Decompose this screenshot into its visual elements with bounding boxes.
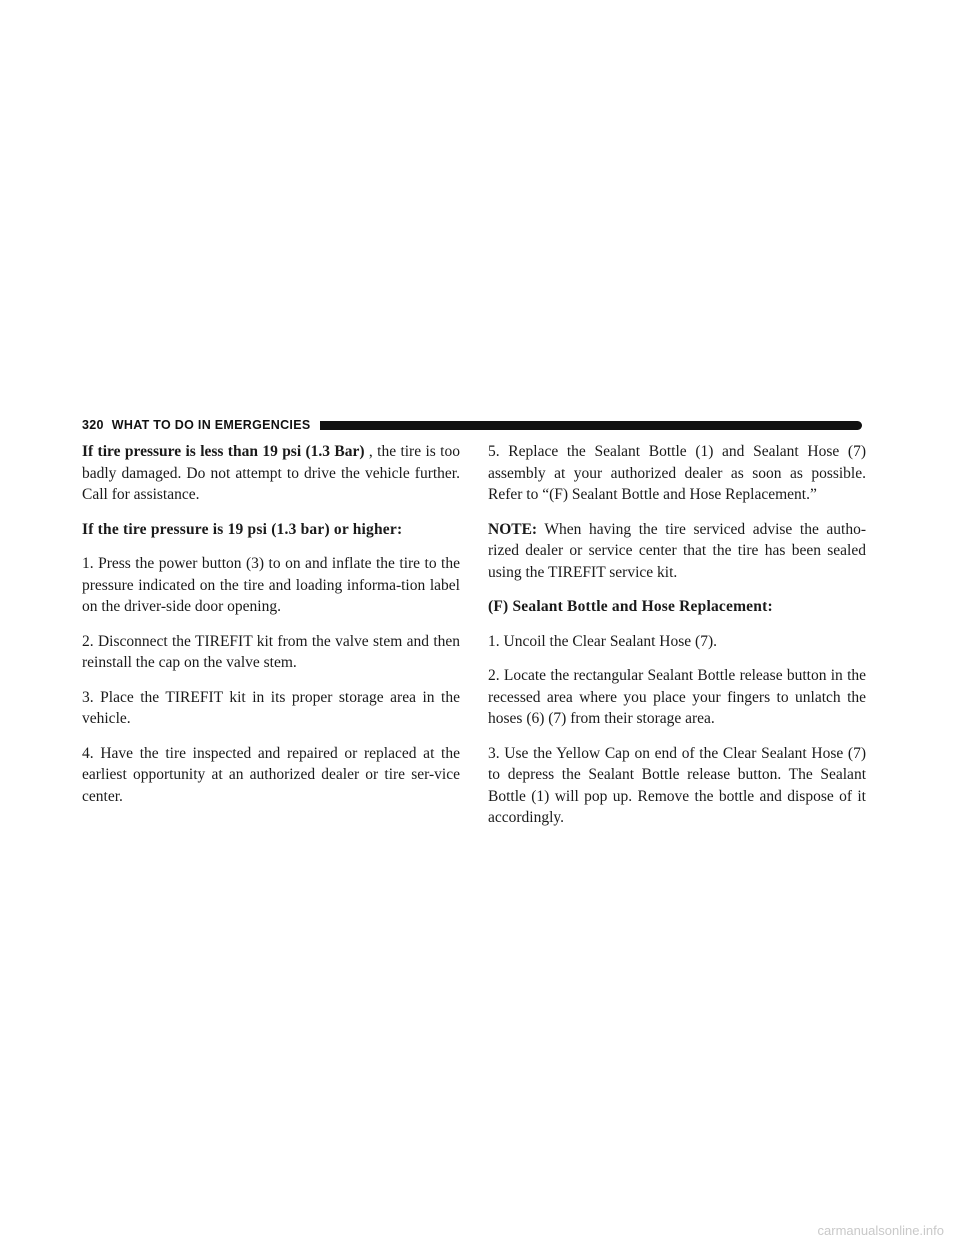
section-f-heading: (F) Sealant Bottle and Hose Replacement: bbox=[488, 598, 773, 615]
higher-pressure-heading: If the tire pressure is 19 psi (1.3 bar) or higher: bbox=[82, 520, 403, 538]
low-pressure-paragraph bbox=[82, 441, 460, 506]
low-pressure-lead: If tire pressure is less than 19 psi (1.3 Bar) bbox=[82, 443, 365, 460]
low-pressure-text: , the tire is too badly damaged. Do not attempt to drive the vehicle further. Call for assistance. bbox=[82, 443, 460, 503]
page-number: 320 bbox=[82, 418, 104, 432]
f-step-2: 2. Locate the rectangular Sealant Bottle release button in the recessed area where you place your fingers to unlatch the hoses (6) (7) from their storage area. bbox=[488, 667, 866, 727]
step-1: 1. Press the power button (3) to on and inflate the tire to the pressure indicated on the tire and loading informa-tion label on the driver-side door opening. bbox=[82, 555, 460, 615]
note-text: When having the tire serviced advise the autho-rized dealer or service center that the tire has been sealed using the TIREFIT service kit. bbox=[488, 520, 866, 581]
step-4: 4. Have the tire inspected and repaired or replaced at the earliest opportunity at an authorized dealer or tire ser-vice center. bbox=[82, 744, 460, 805]
step-2: 2. Disconnect the TIREFIT kit from the valve stem and then reinstall the cap on the valve stem. bbox=[82, 632, 460, 671]
step-5: 5. Replace the Sealant Bottle (1) and Sealant Hose (7) assembly at your authorized dealer as soon as possible. Refer to “(F) Sealant Bottle and Hose Replacement.” bbox=[488, 443, 866, 503]
watermark: carmanualsonline.info bbox=[817, 1223, 944, 1238]
left-column bbox=[82, 441, 460, 820]
header-rule bbox=[320, 421, 862, 430]
note-paragraph bbox=[488, 519, 866, 584]
page-header bbox=[82, 416, 862, 434]
section-title: WHAT TO DO IN EMERGENCIES bbox=[111, 418, 311, 432]
note-label: NOTE: bbox=[488, 520, 538, 538]
right-column bbox=[488, 441, 866, 842]
f-step-1: 1. Uncoil the Clear Sealant Hose (7). bbox=[488, 632, 717, 650]
step-3: 3. Place the TIREFIT kit in its proper storage area in the vehicle. bbox=[82, 688, 460, 727]
f-step-3: 3. Use the Yellow Cap on end of the Clear Sealant Hose (7) to depress the Sealant Bottle release button. The Sealant Bottle (1) will pop up. Remove the bottle and dispose of it accordingly. bbox=[488, 744, 866, 826]
